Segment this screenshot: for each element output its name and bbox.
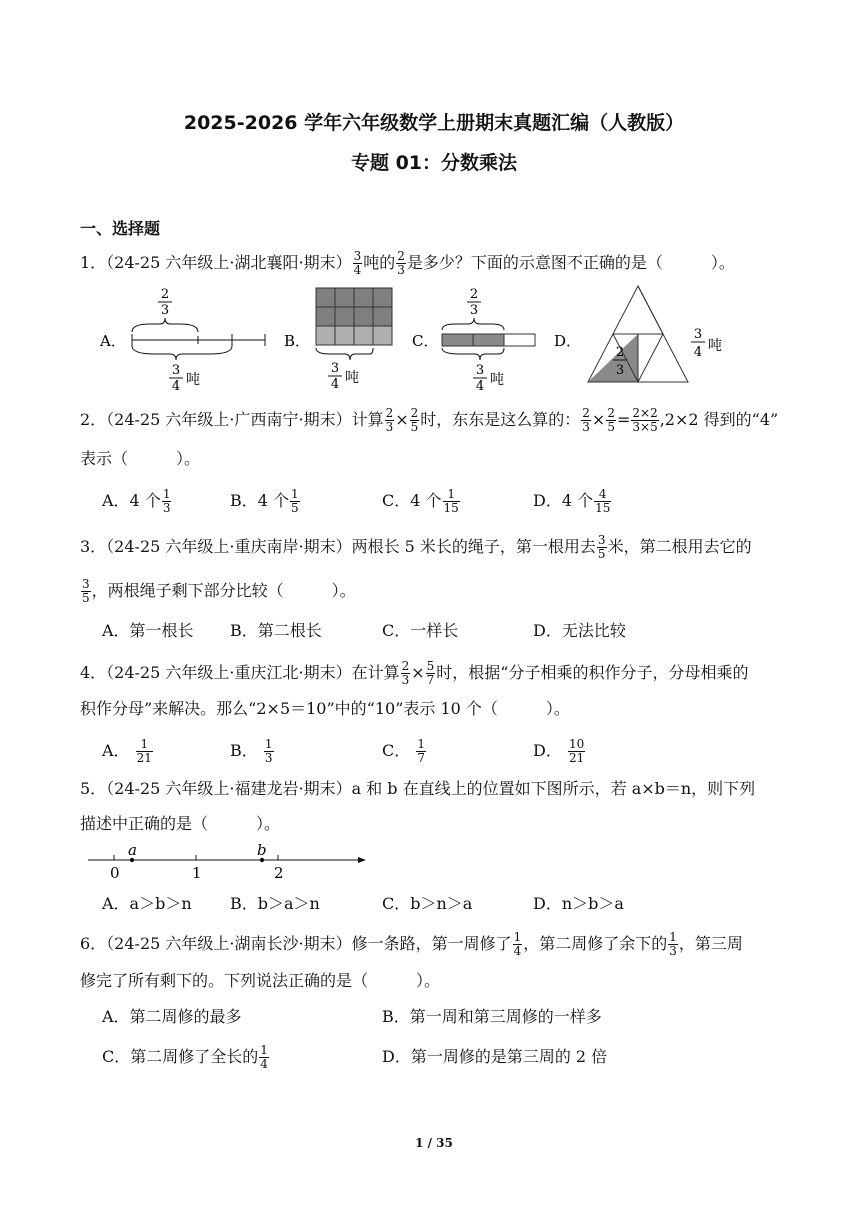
- question-6-option-b: B．第一周和第三周修的一样多: [382, 1007, 602, 1026]
- svg-text:4: 4: [693, 345, 703, 360]
- svg-text:3: 3: [160, 303, 170, 318]
- svg-text:b: b: [257, 842, 267, 859]
- question-6-option-a: A．第二周修的最多: [102, 1007, 242, 1026]
- diagram-c: [442, 287, 535, 394]
- question-5-line2: 描述中正确的是（ ）。: [80, 814, 281, 833]
- document-subtitle: 专题 01：分数乘法: [350, 152, 518, 174]
- question-1-diagrams: [80, 284, 780, 394]
- question-5-option-b: B．b＞a＞n: [230, 894, 320, 913]
- svg-text:吨: 吨: [490, 372, 504, 388]
- question-6-stem: 6．（24-25 六年级上·湖南长沙·期末）修一条路，第一周修了 $\frac{1}{4}$ ，第二周修了余下的 $\frac{1}{3}$ ，第三周: [80, 930, 743, 958]
- svg-text:3: 3: [330, 361, 340, 376]
- question-5-option-c: C．b＞n＞a: [382, 894, 473, 913]
- diagram-d: [588, 286, 722, 382]
- svg-text:0: 0: [110, 864, 120, 882]
- svg-text:2: 2: [615, 345, 625, 360]
- option-b-label: B．: [284, 332, 311, 350]
- question-3-option-d: D．无法比较: [533, 621, 626, 640]
- question-3-option-b: B．第二根长: [230, 621, 322, 640]
- question-6-option-d: D．第一周修的是第三周的 2 倍: [382, 1047, 608, 1066]
- section-heading: 一、选择题: [80, 219, 161, 238]
- fraction: $\frac{2\times 2}{3\times 5}$: [632, 406, 658, 434]
- svg-text:a: a: [128, 842, 137, 859]
- svg-text:吨: 吨: [186, 372, 200, 388]
- question-2-option-d: D．4 个 $\frac{4}{15}$: [533, 487, 611, 515]
- diagram-b: [316, 288, 392, 392]
- question-3-option-c: C．一样长: [382, 621, 459, 640]
- question-6-option-c: C．第二周修了全长的 $\frac{1}{4}$: [102, 1043, 268, 1071]
- svg-text:3: 3: [693, 327, 703, 342]
- question-4-option-b: B． $\frac{1}{3}$: [230, 737, 273, 765]
- question-6-line2: 修完了所有剩下的。下列说法正确的是（ ）。: [80, 971, 441, 990]
- fraction: $\frac{2}{3}$: [397, 249, 405, 277]
- number-line: [80, 842, 380, 882]
- document-title: 2025-2026 学年六年级数学上册期末真题汇编（人教版）: [183, 112, 685, 134]
- svg-text:吨: 吨: [345, 370, 359, 386]
- question-5-option-a: A．a＞b＞n: [102, 894, 192, 913]
- question-2-option-b: B．4 个 $\frac{1}{5}$: [230, 487, 299, 515]
- question-5-option-d: D．n＞b＞a: [533, 894, 624, 913]
- question-3-stem: 3．（24-25 六年级上·重庆南岸·期末）两根长 5 米长的绳子，第一根用去 $\frac{3}{5}$ 米，第二根用去它的: [80, 533, 752, 561]
- svg-text:4: 4: [330, 377, 340, 392]
- svg-text:3: 3: [469, 303, 479, 318]
- svg-text:3: 3: [475, 363, 485, 378]
- option-c-label: C．: [412, 332, 439, 350]
- option-a-label: A．: [100, 332, 126, 350]
- question-4-stem: 4．（24-25 六年级上·重庆江北·期末）在计算 $\frac{2}{3}$ × $\frac{5}{7}$ 时，根据“分子相乘的积作分子，分母相乘的: [80, 659, 749, 687]
- option-d-label: D．: [554, 332, 582, 350]
- question-3-line2: $\frac{3}{5}$ ，两根绳子剩下部分比较（ ）。: [82, 577, 356, 605]
- svg-text:4: 4: [475, 379, 485, 394]
- question-2-option-c: C．4 个 $\frac{1}{15}$: [382, 487, 459, 515]
- question-4-option-d: D． $\frac{10}{21}$: [533, 737, 585, 765]
- svg-text:3: 3: [171, 363, 181, 378]
- svg-text:4: 4: [171, 379, 181, 394]
- page-number: 1 / 35: [415, 1136, 453, 1150]
- svg-text:2: 2: [274, 864, 284, 882]
- question-4-option-c: C． $\frac{1}{7}$: [382, 737, 425, 765]
- question-2-option-a: A．4 个 $\frac{1}{3}$: [102, 487, 171, 515]
- diagram-a: [132, 287, 265, 394]
- question-2-stem: 2．（24-25 六年级上·广西南宁·期末）计算 $\frac{2}{3}$ × $\frac{2}{5}$ 时，东东是这么算的： $\frac{2}{3}$ × $\frac{2}{5}$ = $\frac{2\times 2}{3\times 5}$ ,2×2 得到的“4”: [80, 406, 779, 434]
- question-2-line2: 表示（ ）。: [80, 449, 201, 468]
- question-1-stem: 1．（24-25 六年级上·湖北襄阳·期末） $\frac{3}{4}$ 吨的 $\frac{2}{3}$ 是多少？下面的示意图不正确的是（ ）。: [80, 249, 735, 277]
- svg-text:吨: 吨: [708, 338, 722, 354]
- question-5-line1: 5．（24-25 六年级上·福建龙岩·期末）a 和 b 在直线上的位置如下图所示，若 a×b＝n，则下列: [80, 779, 756, 798]
- svg-text:2: 2: [469, 287, 479, 302]
- svg-text:3: 3: [615, 363, 625, 378]
- svg-text:2: 2: [160, 287, 170, 302]
- svg-text:1: 1: [192, 864, 202, 882]
- question-4-line2: 积作分母”来解决。那么“2×5＝10”中的“10”表示 10 个（ ）。: [80, 699, 570, 718]
- question-4-option-a: A． $\frac{1}{21}$: [102, 737, 152, 765]
- question-3-option-a: A．第一根长: [102, 621, 194, 640]
- fraction: $\frac{3}{4}$: [353, 249, 362, 277]
